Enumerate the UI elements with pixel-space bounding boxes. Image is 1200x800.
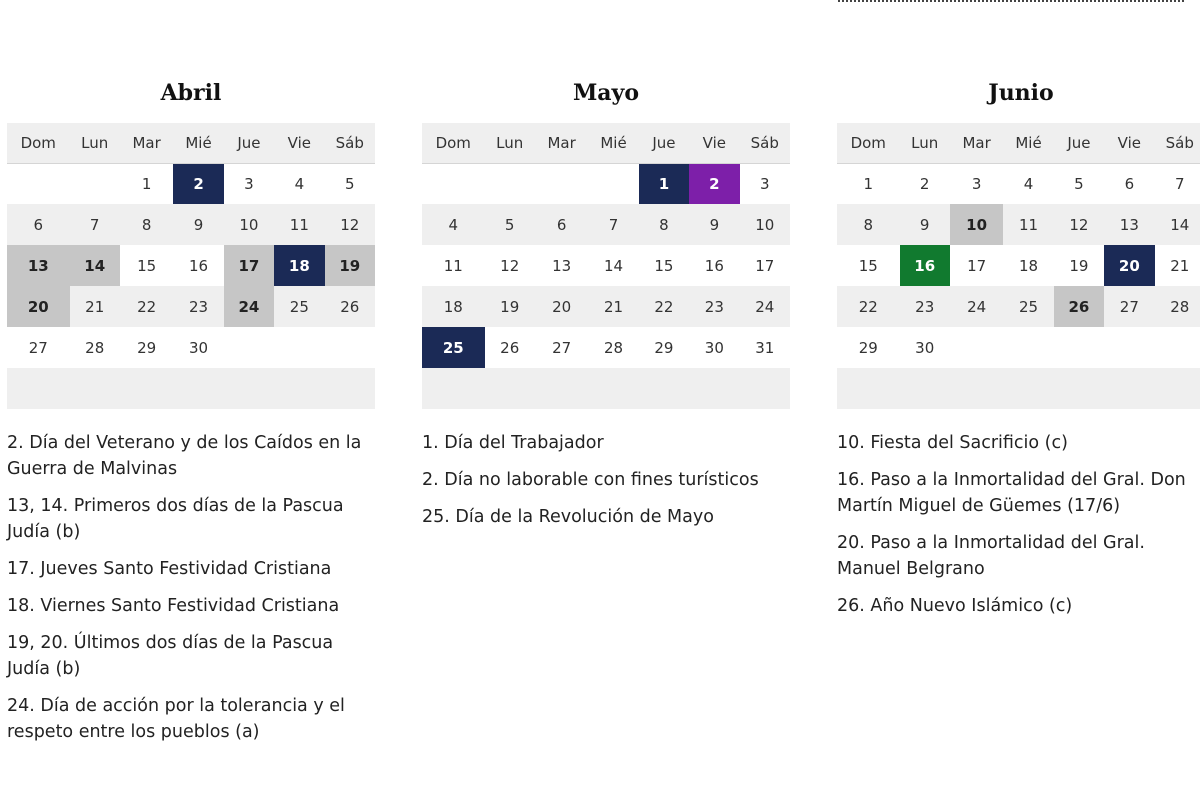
weekday-header-row (422, 123, 790, 163)
day-cell[interactable]: 30 (173, 327, 223, 368)
empty-day-cell (639, 368, 689, 409)
june-holiday-notes (837, 430, 1200, 630)
empty-day-cell (837, 368, 900, 409)
empty-day-cell (173, 368, 223, 409)
empty-day-cell (120, 368, 173, 409)
day-cell[interactable]: 31 (740, 327, 790, 368)
day-cell[interactable]: 8 (639, 204, 689, 245)
empty-day-cell (1155, 327, 1200, 368)
empty-day-cell (950, 368, 1003, 409)
day-cell[interactable]: 15 (837, 245, 900, 286)
calendar-grid (837, 123, 1200, 409)
day-cell[interactable]: 7 (1155, 163, 1200, 204)
empty-day-cell (588, 368, 638, 409)
empty-day-cell (325, 368, 375, 409)
holiday-note: 19, 20. Últimos dos días de la Pascua Judía (b) (7, 633, 334, 679)
may-holiday-notes (422, 430, 792, 541)
empty-day-cell (274, 368, 324, 409)
day-cell[interactable]: 24 (950, 286, 1003, 327)
day-cell[interactable]: 18 (1003, 245, 1053, 286)
weekday-header: Mié (173, 123, 223, 163)
day-cell[interactable]: 6 (535, 204, 588, 245)
holiday-day-cell[interactable]: 26 (1054, 286, 1104, 327)
empty-day-cell (422, 368, 485, 409)
weekday-header: Jue (224, 123, 274, 163)
day-cell[interactable]: 30 (689, 327, 739, 368)
weekday-header-row (837, 123, 1200, 163)
day-cell[interactable]: 5 (1054, 163, 1104, 204)
day-cell[interactable]: 15 (120, 245, 173, 286)
day-cell[interactable]: 23 (173, 286, 223, 327)
day-cell[interactable]: 1 (837, 163, 900, 204)
weekday-header: Vie (274, 123, 324, 163)
blank-week-row (422, 368, 790, 409)
calendar-grid (7, 123, 375, 409)
day-cell[interactable]: 21 (1155, 245, 1200, 286)
holiday-note: 20. Paso a la Inmortalidad del Gral. Manuel Belgrano (837, 533, 1145, 579)
holiday-day-cell[interactable]: 20 (1104, 245, 1154, 286)
day-cell[interactable]: 12 (485, 245, 535, 286)
holiday-note: 26. Año Nuevo Islámico (c) (837, 596, 1073, 616)
empty-day-cell (422, 163, 485, 204)
day-cell[interactable]: 23 (900, 286, 950, 327)
holiday-day-cell[interactable]: 1 (639, 163, 689, 204)
holiday-day-cell[interactable]: 13 (7, 245, 70, 286)
week-row (837, 286, 1200, 327)
empty-day-cell (70, 163, 120, 204)
holiday-note: 16. Paso a la Inmortalidad del Gral. Don Martín Miguel de Güemes (17/6) (837, 470, 1186, 516)
day-cell[interactable]: 25 (1003, 286, 1053, 327)
empty-day-cell (70, 368, 120, 409)
weekday-header: Mar (120, 123, 173, 163)
day-cell[interactable]: 19 (485, 286, 535, 327)
day-cell[interactable]: 28 (70, 327, 120, 368)
holiday-day-cell[interactable]: 18 (274, 245, 324, 286)
day-cell[interactable]: 6 (7, 204, 70, 245)
holiday-day-cell[interactable]: 2 (689, 163, 739, 204)
week-row (422, 163, 790, 204)
week-row (837, 163, 1200, 204)
day-cell[interactable]: 4 (422, 204, 485, 245)
day-cell[interactable]: 21 (588, 286, 638, 327)
day-cell[interactable]: 1 (120, 163, 173, 204)
month-june (837, 78, 1200, 409)
day-cell[interactable]: 12 (325, 204, 375, 245)
holiday-day-cell[interactable]: 25 (422, 327, 485, 368)
day-cell[interactable]: 4 (1003, 163, 1053, 204)
weekday-header: Lun (485, 123, 535, 163)
day-cell[interactable]: 14 (1155, 204, 1200, 245)
weekday-header: Mié (588, 123, 638, 163)
day-cell[interactable]: 22 (639, 286, 689, 327)
empty-day-cell (224, 327, 274, 368)
empty-day-cell (740, 368, 790, 409)
day-cell[interactable]: 5 (485, 204, 535, 245)
week-row (837, 204, 1200, 245)
day-cell[interactable]: 3 (740, 163, 790, 204)
month-title: Mayo (572, 80, 640, 106)
weekday-header: Dom (422, 123, 485, 163)
week-row (422, 204, 790, 245)
empty-day-cell (1104, 368, 1154, 409)
day-cell[interactable]: 25 (274, 286, 324, 327)
day-cell[interactable]: 16 (173, 245, 223, 286)
day-cell[interactable]: 27 (1104, 286, 1154, 327)
day-cell[interactable]: 17 (950, 245, 1003, 286)
weekday-header: Dom (837, 123, 900, 163)
empty-day-cell (689, 368, 739, 409)
empty-day-cell (274, 327, 324, 368)
day-cell[interactable]: 27 (535, 327, 588, 368)
empty-day-cell (485, 368, 535, 409)
day-cell[interactable]: 30 (900, 327, 950, 368)
day-cell[interactable]: 22 (120, 286, 173, 327)
day-cell[interactable]: 22 (837, 286, 900, 327)
weekday-header: Mar (535, 123, 588, 163)
holiday-note: 13, 14. Primeros dos días de la Pascua Judía (b) (7, 496, 344, 542)
weekday-header: Lun (900, 123, 950, 163)
empty-day-cell (224, 368, 274, 409)
holiday-note: 24. Día de acción por la tolerancia y el respeto entre los pueblos (a) (7, 696, 345, 742)
day-cell[interactable]: 14 (588, 245, 638, 286)
day-cell[interactable]: 24 (740, 286, 790, 327)
cropped-text-fragment (838, 0, 1184, 4)
day-cell[interactable]: 18 (422, 286, 485, 327)
day-cell[interactable]: 19 (1054, 245, 1104, 286)
day-cell[interactable]: 10 (224, 204, 274, 245)
day-cell[interactable]: 28 (1155, 286, 1200, 327)
day-cell[interactable]: 2 (900, 163, 950, 204)
day-cell[interactable]: 15 (639, 245, 689, 286)
week-row (837, 327, 1200, 368)
day-cell[interactable]: 29 (639, 327, 689, 368)
holiday-note: 18. Viernes Santo Festividad Cristiana (7, 596, 340, 616)
empty-day-cell (1054, 368, 1104, 409)
day-cell[interactable]: 9 (689, 204, 739, 245)
day-cell[interactable]: 8 (120, 204, 173, 245)
empty-day-cell (535, 163, 588, 204)
weekday-header: Sáb (325, 123, 375, 163)
blank-week-row (837, 368, 1200, 409)
day-cell[interactable]: 11 (422, 245, 485, 286)
day-cell[interactable]: 3 (950, 163, 1003, 204)
empty-day-cell (1003, 327, 1053, 368)
day-cell[interactable]: 7 (70, 204, 120, 245)
weekday-header: Mié (1003, 123, 1053, 163)
day-cell[interactable]: 5 (325, 163, 375, 204)
holiday-day-cell[interactable]: 19 (325, 245, 375, 286)
holiday-day-cell[interactable]: 16 (900, 245, 950, 286)
day-cell[interactable]: 13 (535, 245, 588, 286)
weekday-header: Jue (1054, 123, 1104, 163)
weekday-header: Sáb (740, 123, 790, 163)
holiday-day-cell[interactable]: 20 (7, 286, 70, 327)
weekday-header: Dom (7, 123, 70, 163)
day-cell[interactable]: 26 (485, 327, 535, 368)
week-row (7, 327, 375, 368)
day-cell[interactable]: 28 (588, 327, 638, 368)
day-cell[interactable]: 26 (325, 286, 375, 327)
weekday-header-row (7, 123, 375, 163)
day-cell[interactable]: 16 (689, 245, 739, 286)
day-cell[interactable]: 11 (1003, 204, 1053, 245)
holiday-day-cell[interactable]: 2 (173, 163, 223, 204)
day-cell[interactable]: 20 (535, 286, 588, 327)
empty-day-cell (1003, 368, 1053, 409)
empty-day-cell (325, 327, 375, 368)
empty-day-cell (1054, 327, 1104, 368)
day-cell[interactable]: 11 (274, 204, 324, 245)
day-cell[interactable]: 4 (274, 163, 324, 204)
weekday-header: Lun (70, 123, 120, 163)
weekday-header: Sáb (1155, 123, 1200, 163)
holiday-day-cell[interactable]: 17 (224, 245, 274, 286)
empty-day-cell (535, 368, 588, 409)
day-cell[interactable]: 9 (900, 204, 950, 245)
holiday-note: 2. Día no laborable con fines turísticos (422, 470, 759, 490)
week-row (837, 245, 1200, 286)
day-cell[interactable]: 21 (70, 286, 120, 327)
day-cell[interactable]: 17 (740, 245, 790, 286)
holiday-note: 17. Jueves Santo Festividad Cristiana (7, 559, 332, 579)
blank-week-row (7, 368, 375, 409)
day-cell[interactable]: 8 (837, 204, 900, 245)
empty-day-cell (1104, 327, 1154, 368)
april-holiday-notes (7, 430, 377, 756)
day-cell[interactable]: 27 (7, 327, 70, 368)
empty-day-cell (950, 327, 1003, 368)
week-row (7, 245, 375, 286)
calendar-grid (422, 123, 790, 409)
week-row (422, 327, 790, 368)
month-title: Abril (160, 80, 222, 106)
day-cell[interactable]: 12 (1054, 204, 1104, 245)
weekday-header: Vie (1104, 123, 1154, 163)
month-april (7, 78, 375, 409)
day-cell[interactable]: 10 (740, 204, 790, 245)
day-cell[interactable]: 6 (1104, 163, 1154, 204)
holiday-note: 10. Fiesta del Sacrificio (c) (837, 433, 1068, 453)
holiday-note: 1. Día del Trabajador (422, 433, 604, 453)
holiday-note: 2. Día del Veterano y de los Caídos en la Guerra de Malvinas (7, 433, 362, 479)
day-cell[interactable]: 3 (224, 163, 274, 204)
holiday-day-cell[interactable]: 24 (224, 286, 274, 327)
week-row (7, 204, 375, 245)
week-row (422, 286, 790, 327)
day-cell[interactable]: 7 (588, 204, 638, 245)
month-may (422, 78, 790, 409)
holiday-day-cell[interactable]: 14 (70, 245, 120, 286)
empty-day-cell (588, 163, 638, 204)
empty-day-cell (7, 368, 70, 409)
empty-day-cell (485, 163, 535, 204)
empty-day-cell (7, 163, 70, 204)
holiday-day-cell[interactable]: 10 (950, 204, 1003, 245)
weekday-header: Mar (950, 123, 1003, 163)
weekday-header: Vie (689, 123, 739, 163)
day-cell[interactable]: 9 (173, 204, 223, 245)
day-cell[interactable]: 23 (689, 286, 739, 327)
empty-day-cell (1155, 368, 1200, 409)
week-row (7, 163, 375, 204)
week-row (7, 286, 375, 327)
weekday-header: Jue (639, 123, 689, 163)
empty-day-cell (900, 368, 950, 409)
week-row (422, 245, 790, 286)
day-cell[interactable]: 29 (120, 327, 173, 368)
holiday-note: 25. Día de la Revolución de Mayo (422, 507, 714, 527)
day-cell[interactable]: 13 (1104, 204, 1154, 245)
month-title: Junio (988, 80, 1054, 106)
day-cell[interactable]: 29 (837, 327, 900, 368)
